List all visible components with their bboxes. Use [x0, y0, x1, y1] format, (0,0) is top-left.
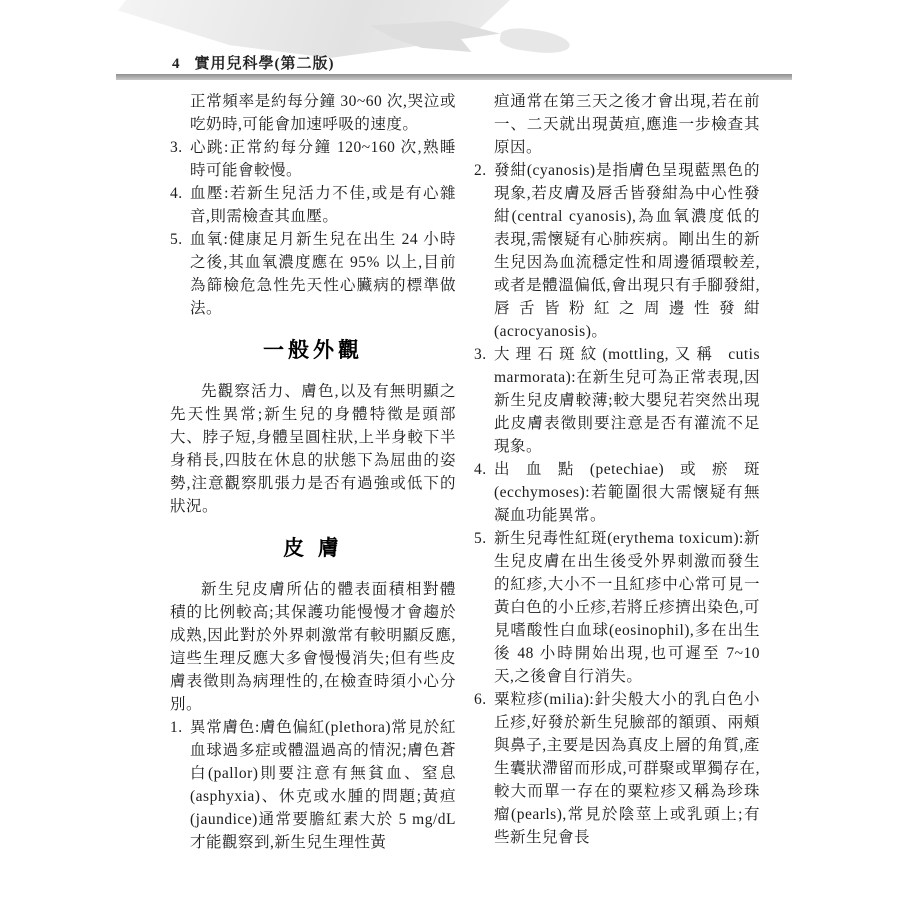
header-rule	[116, 74, 792, 80]
list-text: 大理石斑紋(mottling,又稱 cutis marmorata):在新生兒可為正常表現,因新生兒皮膚較薄;較大嬰兒若突然出現此皮膚表徵則要注意是否有灌流不足現象。	[494, 346, 760, 455]
right-column	[474, 90, 760, 854]
list-number: 5.	[170, 231, 183, 248]
list-text: 心跳:正常約每分鐘 120~160 次,熟睡時可能會較慢。	[190, 139, 456, 179]
list-continuation-jaundice: 疸通常在第三天之後才會出現,若在前一、二天就出現黃疸,應進一步檢查其原因。	[494, 93, 760, 156]
list-text: 血氧:健康足月新生兒在出生 24 小時之後,其血氧濃度應在 95% 以上,目前為篩檢危急性先天性心臟病的標準做法。	[190, 231, 456, 317]
page-number: 4	[172, 56, 181, 72]
list-number: 3.	[170, 139, 183, 156]
paragraph-skin-intro: 新生兒皮膚所佔的體表面積相對體積的比例較高;其保護功能慢慢才會趨於成熟,因此對於外界刺激常有較明顯反應,這些生理反應大多會慢慢消失;但有些皮膚表徵則為病理性的,在檢查時須小心分別。	[170, 581, 456, 713]
list-number: 5.	[474, 530, 487, 547]
list-number: 6.	[474, 691, 487, 708]
list-text: 出血點(petechiae)或瘀斑(ecchymoses):若範圍很大需懷疑有無凝血功能異常。	[494, 461, 760, 524]
section-heading-skin: 皮 膚	[283, 537, 343, 560]
page-header	[172, 52, 792, 73]
list-item-milia	[474, 688, 760, 849]
list-number: 3.	[474, 346, 487, 363]
paragraph-general-appearance: 先觀察活力、膚色,以及有無明顯之先天性異常;新生兒的身體特徵是頭部大、脖子短,身體呈圓柱狀,上半身較下半身稍長,四肢在休息的狀態下為屈曲的姿勢,注意觀察肌張力是否有過強或低下的狀況。	[170, 383, 456, 515]
list-continuation-respiration: 正常頻率是約每分鐘 30~60 次,哭泣或吃奶時,可能會加速呼吸的速度。	[190, 93, 456, 133]
left-column	[170, 90, 456, 854]
list-number: 2.	[474, 162, 487, 179]
list-item-erythema-toxicum	[474, 527, 760, 688]
list-item-blood-oxygen	[170, 228, 456, 320]
list-item-cyanosis	[474, 159, 760, 343]
book-title: 實用兒科學(第二版)	[194, 56, 335, 72]
list-number: 1.	[170, 719, 183, 736]
list-text: 發紺(cyanosis)是指膚色呈現藍黑色的現象,若皮膚及唇舌皆發紺為中心性發紺(central cyanosis),為血氧濃度低的表現,需懷疑有心肺疾病。剛出生的新生兒因為血流穩定性和周邊循環較差,或者是體溫偏低,會出現只有手腳發紺,唇舌皆粉紅之周邊性發紺(acrocyanosis)。	[494, 162, 760, 340]
list-text: 異常膚色:膚色偏紅(plethora)常見於紅血球過多症或體溫過高的情況;膚色蒼白(pallor)則要注意有無貧血、窒息(asphyxia)、休克或水腫的問題;黃疸(jaundice)通常要膽紅素大於 5 mg/dL 才能觀察到,新生兒生理性黃	[190, 719, 456, 851]
list-text: 新生兒毒性紅斑(erythema toxicum):新生兒皮膚在出生後受外界刺激而發生的紅疹,大小不一且紅疹中心常可見一黃白色的小丘疹,若將丘疹擠出染色,可見嗜酸性白血球(eosinophil),多在出生後 48 小時開始出現,也可遲至 7~10 天,之後會自行消失。	[494, 530, 760, 685]
list-number: 4.	[474, 461, 487, 478]
page-body	[170, 90, 760, 854]
list-item-petechiae	[474, 458, 760, 527]
list-item-mottling	[474, 343, 760, 458]
list-item-heartbeat	[170, 136, 456, 182]
list-number: 4.	[170, 185, 183, 202]
list-item-blood-pressure	[170, 182, 456, 228]
list-text: 血壓:若新生兒活力不佳,或是有心雜音,則需檢查其血壓。	[190, 185, 456, 225]
section-heading-general-appearance: 一般外觀	[263, 339, 363, 362]
list-text: 粟粒疹(milia):針尖般大小的乳白色小丘疹,好發於新生兒臉部的額頭、兩頰與鼻子,主要是因為真皮上層的角質,產生囊狀滯留而形成,可群聚或單獨存在,較大而單一存在的粟粒疹又稱為珍珠瘤(pearls),常見於陰莖上或乳頭上;有些新生兒會長	[494, 691, 760, 846]
list-item-abnormal-skin-color	[170, 716, 456, 854]
